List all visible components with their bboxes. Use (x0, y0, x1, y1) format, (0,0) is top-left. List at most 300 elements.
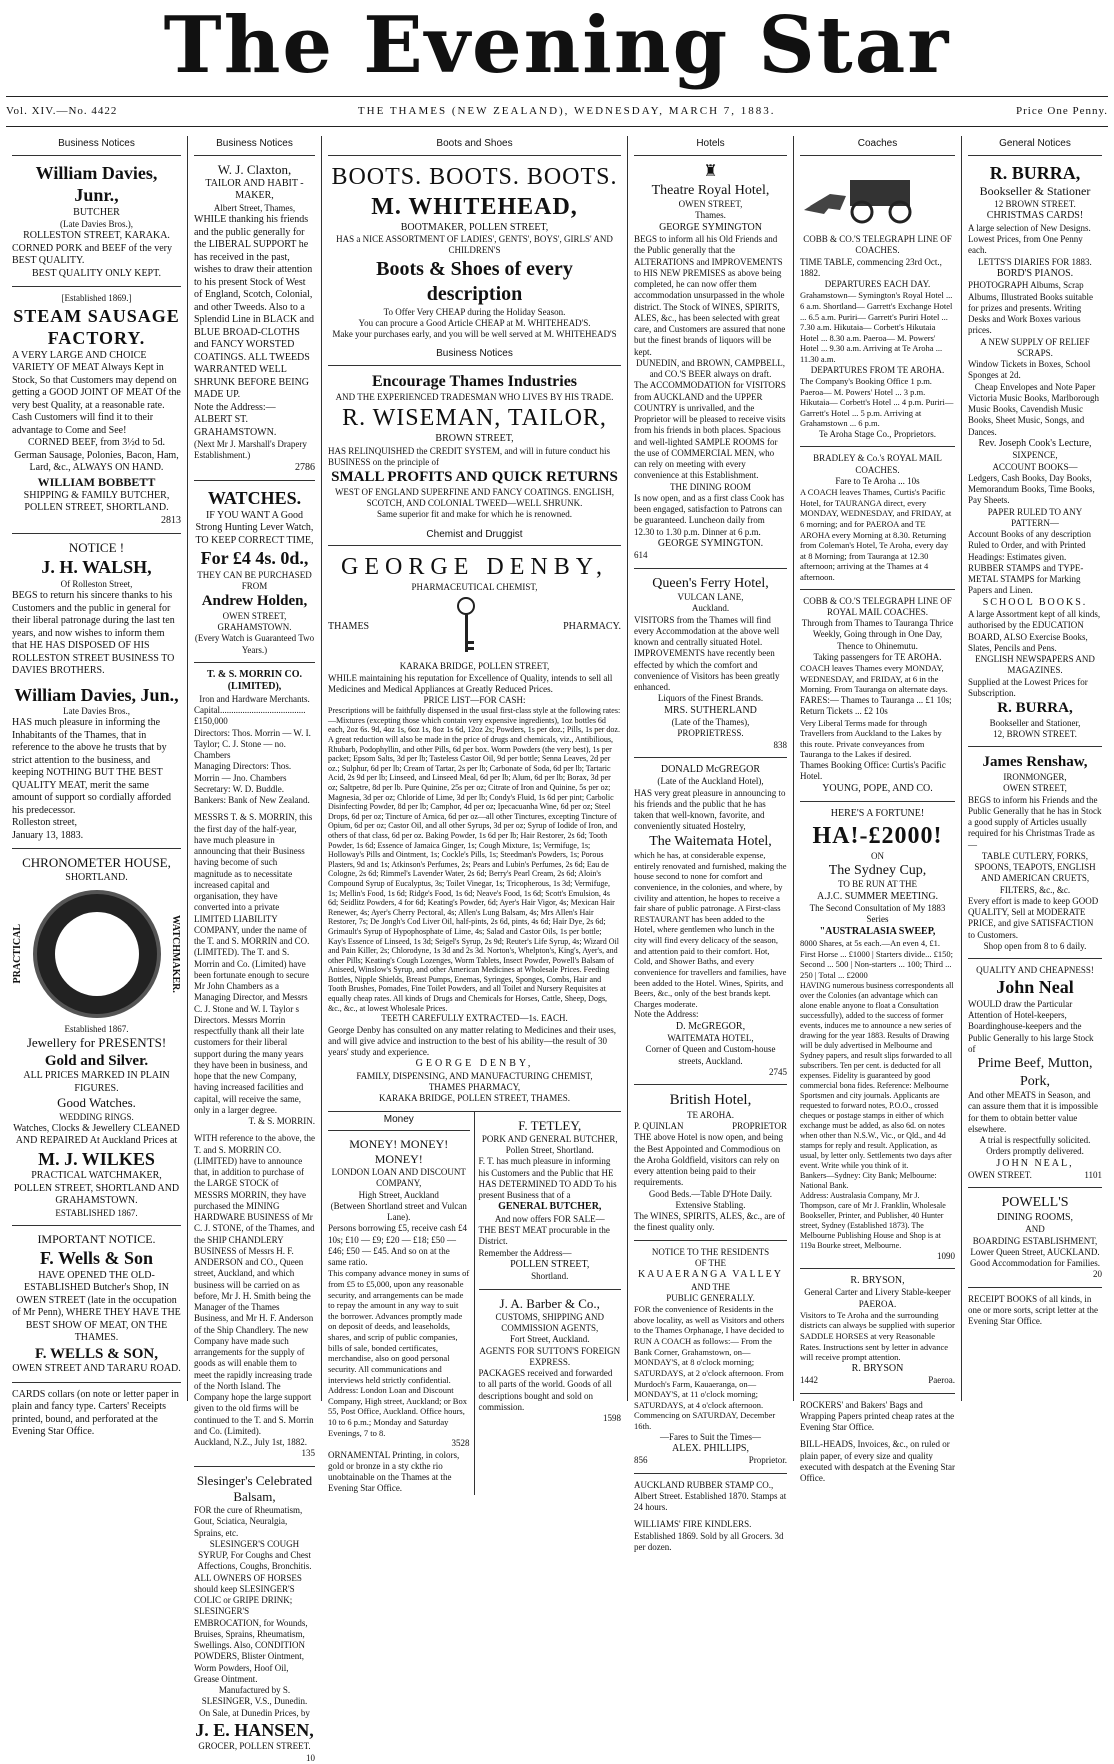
ad-line: Watches, Clocks & Jewellery CLEANED AND REPAIRED At Auckland Prices at (13, 1122, 180, 1147)
ad-stamps: RUBBER STAMPS and TYPE-METAL STAMPS for Marking Papers and Linen. (968, 562, 1084, 596)
ad-sub: SHORTLAND. (65, 871, 128, 883)
dateline (6, 100, 1108, 122)
ad-trial: A trial is respectfully solicited. (979, 1135, 1091, 1145)
ad-owner: P. QUINLAN (634, 1121, 684, 1132)
ad-name: LONDON LOAN AND DISCOUNT COMPANY, (331, 1167, 466, 1189)
ad-neal (968, 965, 1102, 1181)
ad-body: WHILE thanking his friends and the public generally for the LIBERAL SUPPORT he has received in the past, wishes to draw their attention to his present Stock of West of England, Scotch, Colonial, and other Tweeds. Also to a Splendid Line in BLACK and BLUE BROAD-CLOTHS and FANCY WORSTED COATINGS. ALL TWEEDS WARRANTED WELL SHRUNK BEFORE BEING MADE UP. (194, 214, 314, 400)
column-6 (962, 136, 1108, 1401)
ad-body: A COACH leaves Thames, Curtis's Pacific Hotel, for TAURANGA direct, every MONDAY, WEDNESDAY, and FRIDAY, at 6 morning; and for PAEROA and TE AROHA every Morning at 8.30. Returning from Coleman's Hotel, Te Aroha, every day at 8 Morning; from Tauranga at 12.30 afternoon; arriving at the Thames at 4 afternoon. (800, 487, 952, 582)
ad-depart-2: DEPARTURES FROM TE AROHA. (810, 364, 945, 375)
ad-right: PHARMACY. (563, 621, 621, 632)
ad-price: For £4 4s. 0d., (200, 548, 309, 568)
ad-line: Good Watches. (57, 1095, 136, 1111)
ad-and: AND (1025, 1224, 1045, 1235)
ad-name: J. A. Barber & Co., (499, 1295, 600, 1311)
ad-trade: BOOTMAKER, POLLEN STREET, (400, 221, 549, 233)
ad-line: Make your purchases early, and you will be well served at M. WHITEHEAD'S (332, 329, 617, 339)
ad-chronometer (12, 855, 181, 1219)
ad-signature-2: Bookseller and Stationer, (989, 717, 1081, 728)
ad-billheads: BILL-HEADS, Invoices, &c., on ruled or plain paper, of every size and quality executed with despatch at the Evening Star Office. (800, 1439, 955, 1484)
ad-prop: Paeroa. (928, 1375, 955, 1386)
ad-and: AND THE (690, 1281, 731, 1292)
ad-address: Lower Queen Street, AUCKLAND. (970, 1246, 1100, 1257)
price: Price One Penny. (1016, 105, 1108, 117)
ad-signature: ALEX. PHILLIPS, (672, 1442, 749, 1454)
ad-offer: To Offer Very CHEAP during the Holiday Season. (383, 306, 566, 317)
divider (968, 746, 1102, 747)
ad-dining: DINING ROOMS, (996, 1211, 1074, 1223)
ad-hours: Shop open from 8 to 6 daily. (983, 940, 1087, 951)
ad-where: THEY CAN BE PURCHASED FROM (197, 569, 312, 591)
divider (634, 1240, 787, 1241)
ad-remember: Remember the Address— (478, 1247, 572, 1258)
ad-fares: —Fares to Suit the Times— (659, 1431, 761, 1442)
ad-boarding: BOARDING ESTABLISHMENT, (972, 1235, 1098, 1246)
ad-sixpence: SIXPENCE, (1012, 450, 1058, 461)
ad-renshaw (968, 753, 1102, 952)
volume-number: Vol. XIV.—No. 4422 (6, 105, 118, 117)
masthead-title: The Evening Star (163, 0, 951, 91)
ad-address: BROWN STREET, (435, 433, 514, 444)
ad-place: PAEROA. (858, 1298, 897, 1309)
ad-name: DONALD McGREGOR (660, 763, 761, 775)
ad-queens-ferry (634, 575, 787, 751)
ad-trade: General Carter and Livery Stable-keeper (804, 1287, 951, 1298)
ad-cup: The Sydney Cup, (828, 862, 927, 878)
ad-name: R. WISEMAN, TAILOR, (342, 405, 607, 431)
ad-sub: AND THE EXPERIENCED TRADESMAN WHO LIVES BY HIS TRADE. (335, 391, 614, 402)
ad-body: F. T. has much pleasure in informing his Customers and the Public that HE HAS DETERMINED TO ADD To his present Business that of a (478, 1156, 617, 1200)
ad-theatre-royal (634, 162, 787, 562)
ad-prop: PROPRIETRESS. (677, 728, 744, 739)
ad-established: ESTABLISHED 1867. (55, 1207, 138, 1218)
ad-title: COBB & CO.'S TELEGRAPH LINE OF ROYAL MAIL COACHES. (803, 595, 952, 617)
ad-body: BEGS to inform his Friends and the Public Generally that he has in Stock a good supply of Articles usually required for his Christmas Trade as— (968, 794, 1102, 850)
divider (12, 848, 181, 849)
ad-bankers: Bankers: Bank of New Zealand. (194, 795, 310, 805)
divider (634, 568, 787, 569)
ad-trade: Iron and Hardware Merchants. (199, 693, 310, 704)
ad-name: J. E. HANSEN, (195, 1719, 314, 1740)
column-2 (188, 136, 322, 1763)
clock-icon (33, 890, 161, 1018)
ad-body: Visitors to Te Aroha and the surrounding districts can always be supplied with superior SADDLE HORSES at very Reasonable Rates. Instructions sent by letter in advance will receive prompt attention. (800, 1309, 955, 1363)
ad-tag: BEST QUALITY ONLY KEPT. (32, 267, 161, 279)
ad-place: Auckland. (691, 603, 730, 614)
ad-date: January 13, 1883. (12, 829, 84, 841)
ad-foot: Every effort is made to keep GOOD QUALITY, Sell at MODERATE PRICE, and give SATISFACTION to Customers. (968, 895, 1099, 940)
ad-number: 2745 (769, 1066, 787, 1077)
ad-body: CORNED PORK and BEEF of the very BEST QUALITY. (12, 242, 172, 267)
ad-run: TO BE RUN AT THE (837, 879, 917, 890)
ad-rubber-stamp: AUCKLAND RUBBER STAMP CO., Albert Street. Established 1870. Stamps at 24 hours. (634, 1479, 787, 1513)
divider (800, 589, 955, 590)
ad-papers-body: Supplied at the Lowest Prices for Subscription. (968, 676, 1088, 698)
ad-title: BOOTS. BOOTS. BOOTS. (331, 163, 618, 190)
ad-dining: THE DINING ROOM (670, 481, 751, 492)
ad-horses: ALL OWNERS OF HORSES should keep SLESINGER'S COLIC or GRIPE DRINK; SLESINGER'S EMBROCATION, for Wounds, Bruises, Sprains, Rheumatism, Swellings. Also, CONDITION POWDERS, Blister Ointment, Worm Powders, Hoof Oil, Grease Ointment. (194, 1572, 308, 1684)
ad-name: GEORGE DENBY, (341, 554, 608, 580)
divider (968, 958, 1102, 959)
ad-public: PUBLIC GENERALLY. (666, 1292, 755, 1303)
ad-cheap: Cheap Envelopes and Note Paper (974, 381, 1096, 392)
ad-body: HAS much pleasure in informing the Inhabitants of the Thames, that in reference to the above he trusts that by strict attention to the business, and keeping NOTHING BUT THE BEST QUALITY MEAT, merit the same amount of support so cordially afforded his predecessor. (12, 717, 171, 816)
ad-note: (Every Watch is Guaranteed Two Years.) (194, 633, 315, 655)
ad-body: HAVE OPENED THE OLD-ESTABLISHED Butcher's Shop, IN OWEN STREET (late in the occupation of Mr Penn), WHERE THEY HAVE THE BEST SHOW OF MEAT, ON THE THAMES. (12, 1269, 181, 1343)
money-butcher-row (328, 1111, 621, 1495)
ad-dining-body: Is now open, and as a first class Cook has been engaged, satisfaction to Patrons can be guaranteed. Luncheon daily from 12.30 to 1.30 p.m. Dinner at 6 p.m. (634, 492, 784, 537)
ad-street: VULCAN LANE, (677, 592, 744, 602)
columns (6, 136, 1108, 1763)
ad-title: Slesinger's Celebrated Balsam, (196, 1472, 313, 1504)
side-label: PRACTICAL (12, 924, 23, 984)
ad-watches (194, 487, 315, 656)
ad-line: Jewellery for PRESENTS! (26, 1035, 167, 1051)
ad-beer: DUNEDIN, and BROWN, CAMPBELL, and CO.'S BEER always on draft. (636, 357, 785, 379)
ad-papers: ENGLISH NEWSPAPERS AND MAGAZINES. (975, 654, 1095, 676)
ad-liquors: Liquors of the Finest Brands. (657, 693, 764, 704)
column-header: Coaches (800, 136, 955, 156)
ad-signature: GEORGE SYMINGTON. (657, 537, 764, 549)
ad-place: TE AROHA. (687, 1109, 734, 1120)
ad-address: POLLEN STREET, SHORTLAND. (24, 502, 169, 513)
ad-number: 2786 (295, 461, 315, 473)
column-1 (6, 136, 188, 1438)
ad-title: QUALITY AND CHEAPNESS! (976, 965, 1094, 975)
ad-signature-2: WAITEMATA HOTEL, (667, 1033, 754, 1044)
ad-foot: Same superior fit and make for which he is renowned. (377, 509, 572, 520)
ad-signature-2: OWEN STREET. (968, 1170, 1032, 1180)
ad-body: This company advance money in sums of from £5 to £5,000, upon any reasonable security, and arrangements can be made to repay the amount in any way to suit the borrower. Advances promptly made on deposit of deeds, and leaseholds, shares, and scrip of public companies, bills of sale, bonded certificates, merchandise, also on good personal security. All communications and interviews held strictly confidential. (328, 1268, 470, 1385)
ad-beds: Good Beds.—Table D'Hote Daily. (648, 1188, 773, 1199)
ad-address: POLLEN STREET, SHORTLAND AND GRAHAMSTOWN. (13, 1182, 180, 1207)
divider (194, 480, 315, 481)
ad-body-2: COACH leaves Thames every MONDAY, WEDNESDAY, and FRIDAY, at 6 in the Morning. From Tauranga on alternate days. (800, 663, 948, 695)
ad-name: Theatre Royal Hotel, (651, 182, 770, 198)
ad-paper: PAPER RULED TO ANY PATTERN— (987, 506, 1083, 528)
ad-signature: JOHN NEAL, (996, 1157, 1074, 1169)
ad-line: WEST OF ENGLAND SUPERFINE AND FANCY COATINGS. ENGLISH, SCOTCH, AND COLONIAL TWEED—WELL SHRUNK. (334, 486, 615, 508)
ad-trade: PHARMACEUTICAL CHEMIST, (411, 582, 538, 592)
ad-address: High Street, Auckland (358, 1189, 439, 1200)
ad-account-body: Ledgers, Cash Books, Day Books, Memorandum Books, Time Books, Pay Sheets. (968, 472, 1095, 506)
divider (479, 1289, 622, 1290)
ad-body: FOR the cure of Rheumatism, Gout, Sciatica, Neuralgia, Sprains, etc. (194, 1505, 303, 1538)
ad-fortune (800, 808, 955, 1262)
ad-line: WEDDING RINGS. (59, 1111, 134, 1122)
ad-address2: Address: London Loan and Discount Company, High street, Auckland; or Box 55, Post Office, Auckland. Office hours, 10 to 6 p.m.; Monday and Saturday Evenings, 7 to 8. (328, 1385, 467, 1438)
ad-body: HAS RELINQUISHED the CREDIT SYSTEM, and will in future conduct his BUSINESS on the principle of (328, 445, 611, 467)
ad-waitemata (634, 764, 787, 1078)
ad-signature: R. BURRA, (997, 700, 1073, 716)
ad-office: Thames Booking Office: Curtis's Pacific Hotel. (800, 760, 946, 782)
ad-name: R. BRYSON, (850, 1274, 905, 1286)
ad-trade: PRACTICAL WATCHMAKER, (31, 1170, 162, 1182)
sig-row (800, 1375, 955, 1386)
ad-xmas: CHRISTMAS CARDS! (986, 210, 1084, 222)
ad-accom: Good Accommodation for Families. (970, 1258, 1100, 1268)
section-header: Business Notices (328, 346, 621, 366)
ad-sausage-factory (12, 293, 181, 527)
ad-established: [Established 1869.] (61, 293, 132, 304)
ad-title: BRADLEY & Co.'s ROYAL MAIL COACHES. (813, 453, 942, 475)
ad-claxton (194, 162, 315, 475)
ad-address: OWEN STREET, (1003, 783, 1067, 794)
coach-illustration-icon (800, 166, 950, 226)
ad-body: Through from Thames to Tauranga Thrice Weekly, Going through in One Day, Thence to Ohinemutu. (801, 618, 954, 651)
ad-cobb-royal-mail (800, 596, 955, 795)
money-column (328, 1112, 475, 1495)
ad-place: Thames. (695, 210, 726, 221)
ad-school-body: A large Assortment kept of all kinds, authorised by the EDUCATION BOARD, ALSO Exercise Books, Slates, Pencils and Pens. (968, 609, 1101, 653)
ad-sub: Of Rolleston Street, (60, 578, 133, 589)
ad-signature: GEORGE DENBY, (415, 1058, 534, 1070)
ad-title: COBB & CO.'S TELEGRAPH LINE OF COACHES. (803, 234, 952, 256)
ad-name: F. Wells & Son (39, 1248, 154, 1268)
ad-school: SCHOOL BOOKS. (982, 596, 1088, 608)
ad-photo: PHOTOGRAPH Albums, Scrap Albums, Illustrated Books suitable for prizes and presents. Writing Desks and Work Boxes various prices. (968, 280, 1093, 336)
ad-wells (12, 1232, 181, 1376)
ad-trade: Bookseller & Stationer (979, 184, 1091, 198)
ad-body: IF YOU WANT A Good Strong Hunting Lever Watch, TO KEEP CORRECT TIME, (195, 509, 314, 546)
ad-stabling: Extensive Stabling. (675, 1199, 746, 1210)
ad-line: Gold and Silver. (44, 1052, 149, 1069)
ad-intro: WHILE maintaining his reputation for Excellence of Quality, intends to sell all Medicines and Medical Appliances at Greatly Reduced Prices. (328, 672, 613, 694)
ad-number: 856 (634, 1455, 648, 1466)
column-4 (628, 136, 794, 1552)
ad-title: Encourage Thames Industries (371, 372, 578, 390)
ad-signature: R. BRYSON (851, 1362, 904, 1374)
ad-line: You can procure a Good Article CHEAP at M. WHITEHEAD'S. (358, 317, 591, 328)
divider (12, 1382, 181, 1383)
ad-number: 1442 (800, 1375, 818, 1386)
ad-sweep: "AUSTRALASIA SWEEP, (819, 925, 936, 937)
ad-timetable-2: The Company's Booking Office 1 p.m. Paeroa— M. Powers' Hotel ... 3 p.m. Hikutaia— Corbett's Hotel ... 4 p.m. Puriri— Garrett's Hotel ... 5 p.m. Arriving at Grahamstown ... 6 p.m. (800, 375, 954, 429)
ad-address: GROCER, POLLEN STREET. (198, 1741, 311, 1752)
divider (968, 1187, 1102, 1188)
ad-line: THE BEST MEAT procurable in the District. (478, 1225, 610, 1247)
ad-on: ON (871, 850, 884, 861)
ad-pianos: BORD'S PIANOS. (996, 267, 1074, 279)
divider (12, 286, 181, 287)
ad-number: 20 (1093, 1269, 1102, 1280)
ad-number: 3528 (451, 1438, 470, 1449)
divider (800, 446, 955, 447)
ad-sig-address: KARAKA BRIDGE, POLLEN STREET, THAMES. (379, 1093, 570, 1104)
ad-extra: CORNED BEEF, from 3½d to 5d. German Sausage, Polonies, Bacon, Ham, Lard, &c., ALWAYS ON HAND. (14, 437, 179, 473)
ad-title: WATCHES. (207, 488, 302, 508)
ad-signature-3: 12, BROWN STREET. (993, 729, 1077, 739)
column-5 (794, 136, 962, 1484)
ad-maker: Manufactured by S. SLESINGER, V.S., Dunedin. (201, 1685, 308, 1707)
ad-davies-jun (12, 684, 181, 843)
ad-depart: DEPARTURES EACH DAY. (824, 279, 931, 289)
ad-trade: CUSTOMS, SHIPPING AND COMMISSION AGENTS, (495, 1311, 605, 1333)
ad-body: A VERY LARGE AND CHOICE VARIETY OF MEAT Always Kept in Stock, So that Customers may depend on getting a GOOD JOINT OF MEAT Of the very best Quality, at a reasonable rate. Cash Customers will find it to their advantage to Come and See! (12, 349, 181, 436)
ad-managing: Managing Directors: Thos. Morrin — Jno. Chambers (194, 761, 292, 783)
divider (634, 757, 787, 758)
ad-line: ALL PRICES MARKED IN PLAIN FIGURES. (23, 1070, 170, 1094)
ad-name: M. J. WILKES (38, 1148, 155, 1169)
ad-terms: Very Liberal Terms made for through Travellers from Auckland to the Lakes by this route. Private conveyances from Tauranga to the Lakes if desired. (800, 717, 942, 760)
ad-sig-trade: FAMILY, DISPENSING, AND MANUFACTURING CHEMIST, (356, 1070, 593, 1081)
section-header: Money (328, 1112, 470, 1132)
ad-teeth: TEETH CAREFULLY EXTRACTED—1s. EACH. (381, 1013, 568, 1024)
ad-title: CHRONOMETER HOUSE, (22, 855, 171, 871)
ad-title: STEAM SAUSAGE FACTORY. (13, 305, 180, 348)
ad-body: Prescriptions will be faithfully dispensed in the usual first-class style at the following rates:—Mixtures (excepting those which contain very expensive ingredients), 1oz bottles 6d each, 2oz 6s. 9d, 4oz 1s, 6oz 1s, 8oz 1s 6d, 12oz 2s; Powders, 1s per doz.; Pills, 1s per doz. A great reduction will also be made in the price of drugs and chemicals, viz., Antibilious, Rhubarb, Podophyllin, and other Pills, 6d per box. Worm Powders (the very best), 1s per packet; Epsom Salts, 3d per lb; Tasteless Castor Oil, 9d per bottle; Senna Leaves, 2d per oz.; Sulphur, 6d per lb; Cream of Tartar, 2s per lb; Carbonate of Soda, 6d per lb; Tartaric Acid, 2s 9d per lb; Linseed, and Linseed Meal, 6d per lb; Alum, 6d per lb; Borax, 3d per oz; Saltpetre, 8d per lb. Pure Quinine, 25s per oz; Citrate of Iron and Quinine, 5s per oz; Magnesia, 3d per oz; Chloride of Lime, 3d per lb; Condy's Fluid, 1s 6d per pint; Carbolic Disinfecting Powder, 8d per lb; Camphor, 4d per oz; Ipecacuanha Wine, 6d per oz; Steel Drops, 6d per oz; Tincture of Arnica, 6d per oz—all other Tinctures, excepting Tincture of Opium, 6d per oz; Castor Oil, and all other Syrups, 3d per oz; Syrup of Iodide of Iron, and others of that class, 6d per oz. Baking Powder, 1s 6d per lb; Hair Restorer, 2s 6d; Tooth Powder, 1s 6d; Essence of Jamaica Ginger, 1s; Cough Mixture, 1s; Vermifuge, 1s; Holloway's Pills and Ointment, 1s; Cockle's Pills, 1s; Steedman's Powders, 1s; Porous Plasters, 9d and 1s; Atkinson's Perfumes, 2s; Pears and Lubin's Perfumes, 2s 6d; Eau de Cologne, 2s 6d; Rimmel's Lavender Water, 2s 6d; Berry's Pearl Cream, 2s 6d; Aloin's Compound Syrup of Eucalyptus, 3s; Toilet Vinegar, 1s; Tricopherous, 1s 3d; Vermifuge, 1s; Mellin's Food, 1s 6d; Ridge's Food, 1s 6d; Neave's Food, 1s 6d; Scott's Emulsion, 4s 6d; Seidlitz Powders, 4 for 6d; Keating's Powder, 6d; Ayer's Hair Vigor, 4s; Mexican Hair Renewer, 4s; Ayer's Cherry Pectoral, 4s; Allen's Lung Balsam, 4s; Mrs Allen's Hair Restorer, 7s; De Jongh's Cod Liver Oil, half-pints, 2s 6d, pints, 4s 6d; Hair Dye, 2s 6d; Grimault's Syrup of Hypophosphate of Lime, 4s; Salad and Castor Oils, 1s per bottle; Kay's Essence of Linseed, 1s 3d; Seigel's Syrup, 2s 9d; Reuter's Life Syrup, 4s; Wizard Oil and Pain Killer, 2s; Chlorodyne, 1s 3d and 2s 3d. Norton's, Whelpton's, King's, Ayer's, and other Pills; Keating's Cough Lozenges, Worm Tablets, Insect Powder, Powell's Balsam of Aniseed, Winslow's Syrup, and other American Medicines at Wholesale Prices. Feeding Bottles, Nipple Shields, Breast Pumps, Enemas, Syringes, Sponges, Combs, Hair and Tooth Brushes, Pomades, Fine Toilet Powders, and all Toilet and Nursery Requisites at equally cheap rates. All kinds of Drugs and Chemicals for Horses, Cattle, Sheep, Dogs, &c., &c., at lowest Wholesale Prices. (328, 706, 621, 1013)
ad-paper-body: Account Books of any description Ruled to Order, and with Printed Headings: Estimates given. (968, 529, 1091, 562)
ad-body: VISITORS from the Thames will find every Accommodation at the above well known and centrally situated Hotel. IMPROVEMENTS have recently been effected by which the comfort and convenience of Visitors has been greatly enhanced. (634, 614, 780, 692)
ad-hotel: The Waitemata Hotel, (649, 833, 772, 849)
ad-established: Established 1867. (64, 1024, 129, 1034)
ad-trade: PORK AND GENERAL BUTCHER, (481, 1133, 618, 1144)
ad-accom: The ACCOMMODATION for VISITORS from AUCKLAND and the UPPER COUNTRY is unrivalled, and the Proprietor will be pleased to receive visits from his friends in both places. Spacious and well-lighted SAMPLE ROOMS for the use of COMMERCIAL MEN, who can rely on meeting with every convenience at this Establishment. (634, 380, 786, 481)
ad-rockers: ROCKERS' and Bakers' Bags and Wrapping Papers printed cheap rates at the Evening Star Office. (800, 1399, 955, 1433)
hotel-illustration: ♜ (703, 162, 718, 180)
ad-name: Andrew Holden, (201, 593, 308, 609)
ad-name: R. BURRA, (989, 162, 1081, 183)
column-3 (322, 136, 628, 1494)
column-header: Hotels (634, 136, 787, 156)
ad-music: Victoria Music Books, Marlborough Music Books, Cavendish Music Books, Sheet Music, Songs, and Dances. (968, 392, 1099, 437)
ad-powells (968, 1194, 1102, 1280)
ad-timetable: Grahamstown— Symington's Royal Hotel ... 6 a.m. Shortland— Garrett's Exchange Hotel ... 6.5 a.m. Puriri— Garrett's Puriri Hotel ... 7.30 a.m. Hikutaia— Corbett's Hikutaia Hotel ... 8.30 a.m. Paeroa— M. Powers' Hotel ... 9.30 a.m. Arriving at Te Aroha ... 11.30 a.m. (800, 290, 953, 364)
ad-name: F. TETLEY, (518, 1117, 582, 1133)
divider (194, 1466, 315, 1467)
ad-number: 614 (634, 550, 648, 561)
ad-address: ROLLESTON STREET, KARAKA. (23, 230, 170, 242)
ad-name: John Neal (996, 977, 1074, 998)
ad-davies (12, 162, 181, 281)
ad-headline: HA!-£2000! (812, 822, 943, 849)
ad-body: TIME TABLE, commencing 23rd Oct., 1882. (800, 256, 942, 278)
divider (12, 533, 181, 534)
place-date: THE THAMES (NEW ZEALAND), WEDNESDAY, MARCH 7, 1883. (357, 105, 776, 117)
divider (800, 1393, 955, 1394)
ad-address: OWEN STREET AND TARARU ROAD. (12, 1363, 181, 1375)
ad-rates: Persons borrowing £5, receive cash £4 10s; £10 — £9; £20 — £18; £50 — £46; £50 — £45. And so on at the same ratio. (328, 1223, 467, 1267)
ad-title: MONEY! MONEY! MONEY! (349, 1137, 449, 1166)
column-header: Business Notices (194, 136, 315, 156)
ad-kindlers: WILLIAMS' FIRE KINDLERS. Established 1869. Sold by all Grocers. 3d per dozen. (634, 1519, 784, 1552)
ad-address: KARAKA BRIDGE, POLLEN STREET, (399, 661, 550, 672)
ad-walsh (12, 540, 181, 678)
ad-body: MESSRS T. & S. MORRIN, this the first day of the half-year, have much pleasure in announcing that their Business having become of such magnitude as to necessitate increased capital and organisation, they have converted into a private LIMITED LIABILITY COMPANY, under the name of the T. and S. MORRIN and CO. (LIMITED). The T. and S. Morrin and Co. (Limited) have been fortunate enough to secure Mr John Chambers as a Managing Director, and Messrs C. J. Stone and W. I. Taylor s Directors. Messrs Morrin respectfully thank all their late customers for their liberal support during the many years they have been in business, and hope that the new Company, having increased facilities and capital, will receive the same, only in a larger degree. (194, 812, 313, 1115)
ad-trade: IRONMONGER, (1003, 772, 1067, 782)
ad-pass: Taking passengers for TE AROHA. (813, 651, 942, 662)
ad-body: HAS a NICE ASSORTMENT OF LADIES', GENTS', BOYS', GIRLS' AND CHILDREN'S (336, 234, 613, 256)
ad-tickets: Window Tickets in Boxes, School Sponges at 2d. (968, 359, 1091, 381)
ad-morrin-reference (194, 1133, 315, 1459)
ad-trade: BUTCHER (73, 206, 120, 218)
divider (634, 1084, 787, 1085)
sig-row (634, 1455, 787, 1466)
ad-title: POWELL'S (1001, 1195, 1069, 1211)
ad-name: William Davies, Jun., (14, 684, 179, 705)
ad-trade: TAILOR AND HABIT - MAKER, (205, 177, 304, 202)
ad-morrin-co (194, 669, 315, 807)
ad-bankers: Bankers—Sydney: City Bank; Melbourne: National Bank. (800, 1170, 937, 1190)
ad-headline: GENERAL BUTCHER, (498, 1201, 602, 1213)
ad-body: BEGS to inform all his Old Friends and the Public generally that the ALTERATIONS and IMPROVEMENTS to HIS NEW PREMISES as above being completed, he can now offer them accommodation unsurpassed in the whole district. The Stock of WINES, SPIRITS, ALES, &c., has been selected with great care, and Customers are assured that none but the finest brands of liquors will be kept. (634, 234, 786, 357)
ad-body: THE above Hotel is now open, and being the Best Appointed and Commodious on the Aroha Goldfield, visitors can rely on every attention being paid to their requirements. (634, 1132, 783, 1188)
ad-name: W. J. Claxton, (217, 161, 292, 177)
ad-sub: Late Davies Bros., (63, 706, 130, 716)
ad-note: Note the Address:— ALBERT ST. GRAHAMSTOWN. (194, 401, 277, 438)
ad-place: KAUAERANGA VALLEY (637, 1269, 784, 1281)
ad-name: F. WELLS & SON, (35, 1345, 158, 1362)
ad-place: Rolleston street, (12, 817, 77, 829)
ad-sig-place: THAMES PHARMACY, (428, 1082, 521, 1092)
ad-sub: (Late of the Auckland Hotel), (657, 776, 764, 787)
divider (800, 801, 955, 802)
ad-body: HAS very great pleasure in announcing to his friends and the public that he has taken that well-known, favorite, and conveniently situated Hostelry, (634, 787, 786, 832)
ad-meet: A.J.C. SUMMER MEETING. (816, 890, 939, 902)
ad-place: Shortland. (531, 1271, 569, 1282)
ad-items: TABLE CUTLERY, FORKS, SPOONS, TEAPOTS, ENGLISH AND AMERICAN CRUETS, FILTERS, &c., &c. (974, 850, 1096, 895)
ad-bryson (800, 1275, 955, 1387)
divider (12, 1225, 181, 1226)
ad-body: WITH reference to the above, the T. and S. MORRIN CO. (LIMITED) have to announce that, in addition to purchase of the LARGE STOCK of MESSRS MORRIN, they have purchased the MINING HARDWARE BUSINESS of Mr C. J. STONE, of the Thames, and the SHIP CHANDLERY BUSINESS of Messrs H. F. ANDERSON and CO., Queen street, Auckland, and which business will be carried on as before, Mr J. H. Smith being the Manager of the Thames Business, and Mr H. F. Anderson of the Ship Chandlery. The new Company have made such arrangements for the supply of goods as will enable them to meet the rapidly increasing trade of the North Island. The Company hope the large support given to the old firms will be continued to the T. and S. Morrin and Co. (Limited). (194, 1133, 315, 1436)
ad-title: HERE'S A FORTUNE! (830, 808, 925, 819)
ad-body: HAVING numerous business correspondents all over the Colonies (an advantage which can alone enable anyone to float a Consultation successfully), added to the success of former events, induces me to announce a new series of drawing for the year 1883. Results of Drawing will be duly advertised in Melbourne and Sydney papers, and result slips forwarded to all subscribers. Ten per cent. is deducted for all expenses. Fidelity is guaranteed by good commercial bona fides. Reference: Melbourne Sportsmen and city journals. Applicants are requested to forward notes, P.O.O., crossed cheques or postage stamps in either of which exchange must be added, as also 6d. on notes when other than N.S.W., Vic., or Qld., and 4d stamps for reply and result. Application, as usual, by letter only. Settlements two days after event. Write while you think of it. (800, 980, 954, 1170)
ad-receipt-books: RECEIPT BOOKS of all kinds, in one or more sorts, script letter at the Evening Star Office. (968, 1293, 1098, 1326)
ad-slesinger (194, 1473, 315, 1764)
ad-name: WILLIAM BOBBETT (37, 474, 156, 489)
ad-signature: T. & S. MORRIN. (248, 1116, 315, 1126)
ad-name: M. WHITEHEAD, (371, 193, 578, 220)
divider (800, 1268, 955, 1269)
ad-bradley-coaches (800, 453, 955, 582)
ad-body: WOULD draw the Particular Attention of Hotel-keepers, Boardinghouse-keepers and the Public Generally to his large Stock of (968, 998, 1094, 1054)
ad-place: Auckland, N.Z., July 1st, 1882. (194, 1437, 307, 1447)
ad-address: Pollen Street, Shortland. (505, 1145, 594, 1155)
dateline-rule (6, 126, 1108, 127)
ad-body: PACKAGES received and forwarded to all parts of the world. Goods of all descriptions bought and sold on commission. (478, 1368, 613, 1412)
ad-hotel-body: which he has, at considerable expense, entirely renovated and furnished, making the house second to none for comfort and convenience, in the colonies, and where, by civility and attention, he hopes to receive a fair share of public patronage. A First-class RESTAURANT has been added to the Hotel, where gentlemen who lunch in the city will find every delicacy of the season, and attention paid to their comfort. Hot, Cold, and Shower Baths, and every convenience for travellers and families, have been added to the Hotel. Wines, Spirits, and Beers, &c., only of the best brands kept. Charges moderate. (634, 850, 787, 1009)
ad-body-2: And other MEATS in Season, and can assure them that it is impossible for them to obtain better value elsewhere. (968, 1090, 1098, 1134)
column-header: General Notices (968, 136, 1102, 156)
ad-orders: Orders promptly delivered. (986, 1146, 1084, 1157)
ad-address: Address: Australasia Company, Mr J. Thompson, care of Mr J. Franklin, Wholesale Bookseller, Printer, and Publisher, 40 Hunter street, Sydney (Established 1873). The Melbourne Publishing House and Shop is at 119a Bourke street, Melbourne. (800, 1190, 946, 1250)
ad-sub: OF THE (694, 1257, 727, 1268)
ad-street: OWEN STREET, (678, 199, 743, 209)
ad-name: J. H. WALSH, (41, 557, 152, 578)
ad-second: The Second Consultation of My 1883 Series (809, 903, 946, 925)
divider (194, 662, 315, 663)
ad-shares: 8000 Shares, at 5s each.—An even 4, £1. First Horse ... £1000 | Starters divide... £150; Second ... 500 | Non-starters ... 100; Third ... 250 | Total ... £2000 (800, 938, 954, 980)
ad-cough: SLESINGER'S COUGH SYRUP, For Coughs and Chest Affections, Coughs, Bronchitis. (197, 1538, 312, 1572)
ad-signature-3: Corner of Queen and Custom-house streets, Auckland. (645, 1044, 776, 1066)
ad-morrin-notice (194, 812, 315, 1127)
ad-letts: LETTS'S DIARIES FOR 1883. (978, 256, 1092, 267)
ad-xmas-body: A large selection of New Designs. Lowest Prices, from One Penny each. (968, 222, 1091, 256)
ad-address: 12 BROWN STREET. (994, 199, 1076, 209)
ad-number: 1090 (937, 1250, 955, 1261)
ad-prop: Proprietor. (748, 1455, 787, 1466)
ad-name: British Hotel, (669, 1092, 752, 1109)
column-header: Business Notices (12, 136, 181, 156)
ad-british-hotel (634, 1091, 787, 1234)
ad-sale: And now offers FOR SALE— (494, 1213, 605, 1224)
ad-denby (328, 552, 621, 1105)
ad-lecture: Rev. Joseph Cook's Lecture, (978, 437, 1092, 449)
ad-name: James Renshaw, (982, 754, 1088, 771)
ad-name: Queen's Ferry Hotel, (652, 575, 769, 591)
ad-number: 135 (301, 1448, 315, 1459)
